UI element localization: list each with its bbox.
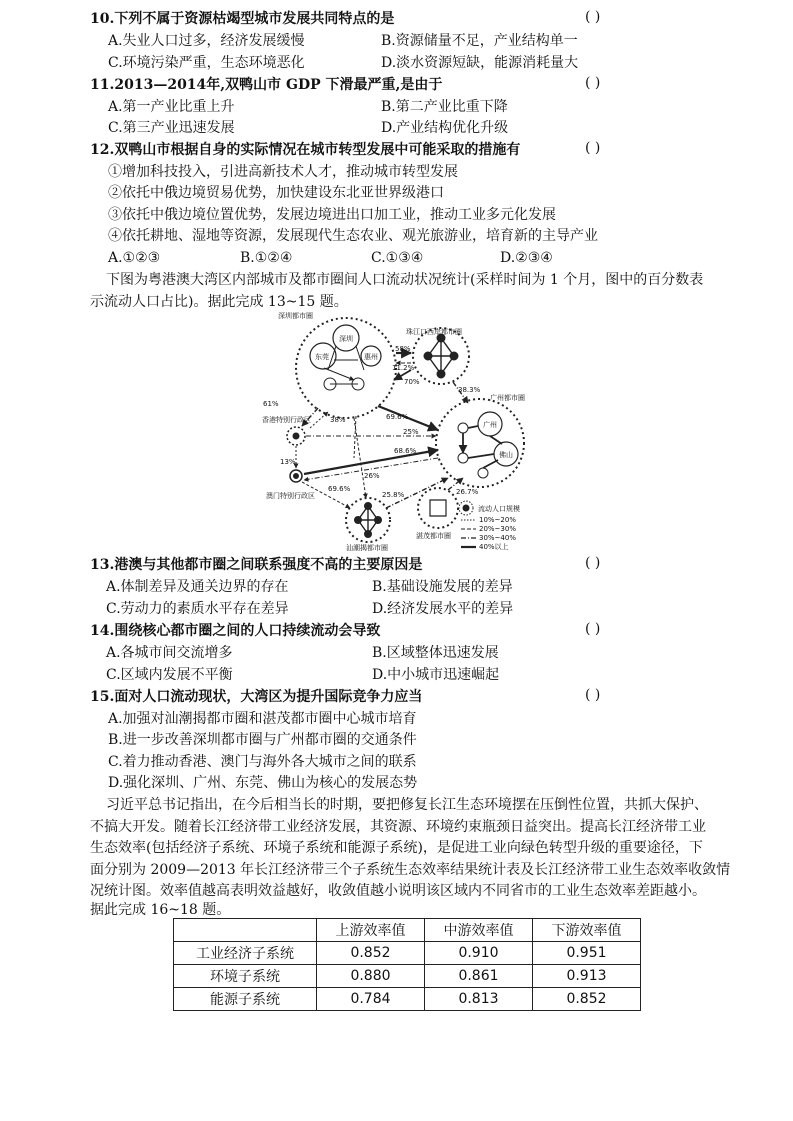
q14-option-a: A.各城市间交流增多: [106, 645, 233, 661]
table-header-row: [174, 919, 641, 942]
q15-option-d: D.强化深圳、广州、东莞、佛山为核心的发展态势: [108, 775, 418, 791]
intro2-line-1: 习近平总书记指出，在今后相当长的时期，要把修复长江生态环境摆在压倒性位置，共抓大保护、: [106, 797, 708, 813]
q15-answer-bracket: ( ): [585, 687, 601, 703]
q10-option-b: B.资源储量不足，产业结构单一: [381, 33, 578, 49]
intro2-line-3: 生态效率(包括经济子系统、环境子系统和能源子系统)，是促进工业向绿色转型升级的重要途径，下: [90, 840, 703, 856]
intro2-line-2: 不搞大开发。随着长江经济带工业经济发展，其资源、环境约束瓶颈日益突出。提高长江经济带工业: [90, 819, 706, 835]
cell-value: 0.784: [317, 988, 425, 1011]
pct-26-7: 26.7%: [456, 488, 479, 496]
q13-option-c: C.劳动力的素质水平存在差异: [106, 601, 289, 617]
zhujiang-west-metro-label: 珠江口西岸都市圈: [406, 328, 462, 336]
flow-gz-sz: [354, 416, 356, 458]
q13-option-d: D.经济发展水平的差异: [372, 601, 514, 617]
intro-paragraph-line-2: 示流动人口占比)。据此完成 13~15 题。: [90, 294, 348, 310]
zhanmao-metro-circle: [418, 488, 458, 528]
q12-item-1: ①增加科技投入，引进高新技术人才，推动城市转型发展: [108, 164, 458, 180]
cell-value: 0.880: [317, 965, 425, 988]
row-label: 环境子系统: [174, 965, 317, 988]
cell-value: 0.861: [425, 965, 533, 988]
pct-61: 61%: [263, 400, 279, 408]
shenzhen-metro-circle: [296, 318, 396, 418]
pct-58: 58%: [395, 345, 411, 353]
q12-item-2: ②依托中俄边境贸易优势，加快建设东北亚世界级港口: [108, 185, 444, 201]
q13-option-b: B.基础设施发展的差异: [372, 579, 513, 595]
q13-stem: 13.港澳与其他都市圈之间联系强度不高的主要原因是: [90, 557, 423, 573]
shenzhen-city-label: 深圳: [339, 335, 353, 343]
table-header-midstream: 中游效率值: [425, 919, 533, 942]
pct-13: 13%: [280, 458, 296, 466]
zhanmao-metro-label: 湛茂都市圈: [416, 532, 451, 540]
dongguan-city-label: 东莞: [315, 353, 329, 361]
q14-option-c: C.区域内发展不平衡: [106, 667, 233, 683]
pct-68-6: 68.6%: [394, 447, 417, 455]
q11-option-c: C.第三产业迅速发展: [108, 120, 235, 136]
pct-38-3: 38.3%: [458, 386, 481, 394]
q11-answer-bracket: ( ): [585, 75, 601, 91]
table-row: [174, 942, 641, 965]
cell-value: 0.852: [533, 988, 641, 1011]
guangzhou-metro-label: 广州都市圈: [490, 394, 525, 402]
shanchaojie-metro-label: 汕潮揭都市圈: [346, 544, 388, 552]
flow-hk-sz: [310, 412, 328, 428]
q10-option-d: D.淡水资源短缺，能源消耗量大: [381, 55, 579, 71]
pct-69-6-a: 69.6%: [386, 413, 409, 421]
cell-value: 0.951: [533, 942, 641, 965]
q13-option-a: A.体制差异及通关边界的存在: [106, 579, 289, 595]
legend-10-20: 10%~20%: [479, 516, 516, 524]
q14-answer-bracket: ( ): [585, 621, 601, 637]
q11-option-d: D.产业结构优化升级: [381, 120, 509, 136]
q15-option-b: B.进一步改善深圳都市圈与广州都市圈的交通条件: [108, 732, 417, 748]
macau-label: 澳门特别行政区: [266, 492, 315, 500]
q12-option-b: B.①②④: [240, 250, 293, 266]
q12-option-a: A.①②③: [108, 250, 161, 266]
huizhou-city-label: 惠州: [364, 353, 378, 361]
table-header-downstream: 下游效率值: [533, 919, 641, 942]
table-corner-cell: [174, 919, 317, 942]
pct-11-2: 11.2%: [392, 364, 415, 372]
foshan-city-label: 佛山: [499, 451, 513, 459]
pct-70: 70%: [404, 378, 420, 386]
row-label: 能源子系统: [174, 988, 317, 1011]
q11-stem: 11.2013—2014年,双鸭山市 GDP 下滑最严重,是由于: [90, 77, 443, 93]
intro2-line-4: 面分别为 2009—2013 年长江经济带三个子系统生态效率结果统计表及长江经济带工业生态效率收敛情: [90, 862, 731, 878]
intro2-line-5: 况统计图。效率值越高表明效益越好，收敛值越小说明该区域内不同省市的工业生态效率差距越小。: [90, 883, 706, 899]
q14-stem: 14.围绕核心都市圈之间的人口持续流动会导致: [90, 623, 381, 639]
pct-38: 38%: [330, 416, 346, 424]
q12-answer-bracket: ( ): [585, 140, 601, 156]
cell-value: 0.852: [317, 942, 425, 965]
shenzhen-metro-label: 深圳都市圈: [278, 312, 313, 320]
efficiency-table: [173, 918, 641, 1011]
q14-option-b: B.区域整体迅速发展: [372, 645, 499, 661]
row-label: 工业经济子系统: [174, 942, 317, 965]
q11-option-b: B.第二产业比重下降: [381, 99, 508, 115]
q10-option-c: C.环境污染严重，生态环境恶化: [108, 55, 305, 71]
q12-stem: 12.双鸭山市根据自身的实际情况在城市转型发展中可能采取的措施有: [90, 142, 521, 158]
table-row: [174, 988, 641, 1011]
intro-paragraph-line-1: 下图为粤港澳大湾区内部城市及都市圈间人口流动状况统计(采样时间为 1 个月，图中的百分数表: [106, 272, 704, 288]
hong-kong-label: 香港特别行政区: [262, 416, 311, 424]
q15-option-c: C.着力推动香港、澳门与海外各大城市之间的联系: [108, 754, 417, 770]
pct-25-8: 25.8%: [382, 491, 405, 499]
population-flow-diagram: [258, 308, 568, 554]
flow-sz-sw: [354, 418, 366, 498]
cell-value: 0.813: [425, 988, 533, 1011]
cell-value: 0.913: [533, 965, 641, 988]
legend-40-plus: 40%以上: [479, 543, 509, 551]
q12-item-3: ③依托中俄边境位置优势，发展边境进出口加工业，推动工业多元化发展: [108, 207, 556, 223]
q15-option-a: A.加强对汕潮揭都市圈和湛茂都市圈中心城市培育: [108, 711, 417, 727]
flow-mo-gz: [304, 450, 438, 474]
q10-answer-bracket: ( ): [585, 9, 601, 25]
table-row: [174, 965, 641, 988]
pct-25: 25%: [403, 428, 419, 436]
pct-26: 26%: [364, 472, 380, 480]
q12-item-4: ④依托耕地、湿地等资源，发展现代生态农业、观光旅游业，培育新的主导产业: [108, 228, 598, 244]
q14-option-d: D.中小城市迅速崛起: [372, 667, 500, 683]
table-header-upstream: 上游效率值: [317, 919, 425, 942]
q13-answer-bracket: ( ): [585, 555, 601, 571]
cell-value: 0.910: [425, 942, 533, 965]
legend-title: 流动人口规模: [478, 505, 520, 513]
q15-stem: 15.面对人口流动现状，大湾区为提升国际竞争力应当: [90, 689, 423, 705]
intro2-line-6: 据此完成 16~18 题。: [90, 902, 231, 918]
q10-option-a: A.失业人口过多，经济发展缓慢: [108, 33, 305, 49]
legend-20-30: 20%~30%: [479, 525, 516, 533]
q12-option-d: D.②③④: [500, 250, 553, 266]
q10-stem: 10.下列不属于资源枯竭型城市发展共同特点的是: [90, 11, 395, 27]
legend-30-40: 30%~40%: [479, 534, 516, 542]
q11-option-a: A.第一产业比重上升: [108, 99, 235, 115]
guangzhou-city-label: 广州: [483, 421, 497, 429]
q12-option-c: C.①③④: [371, 250, 424, 266]
pct-69-6-b: 69.6%: [328, 485, 351, 493]
